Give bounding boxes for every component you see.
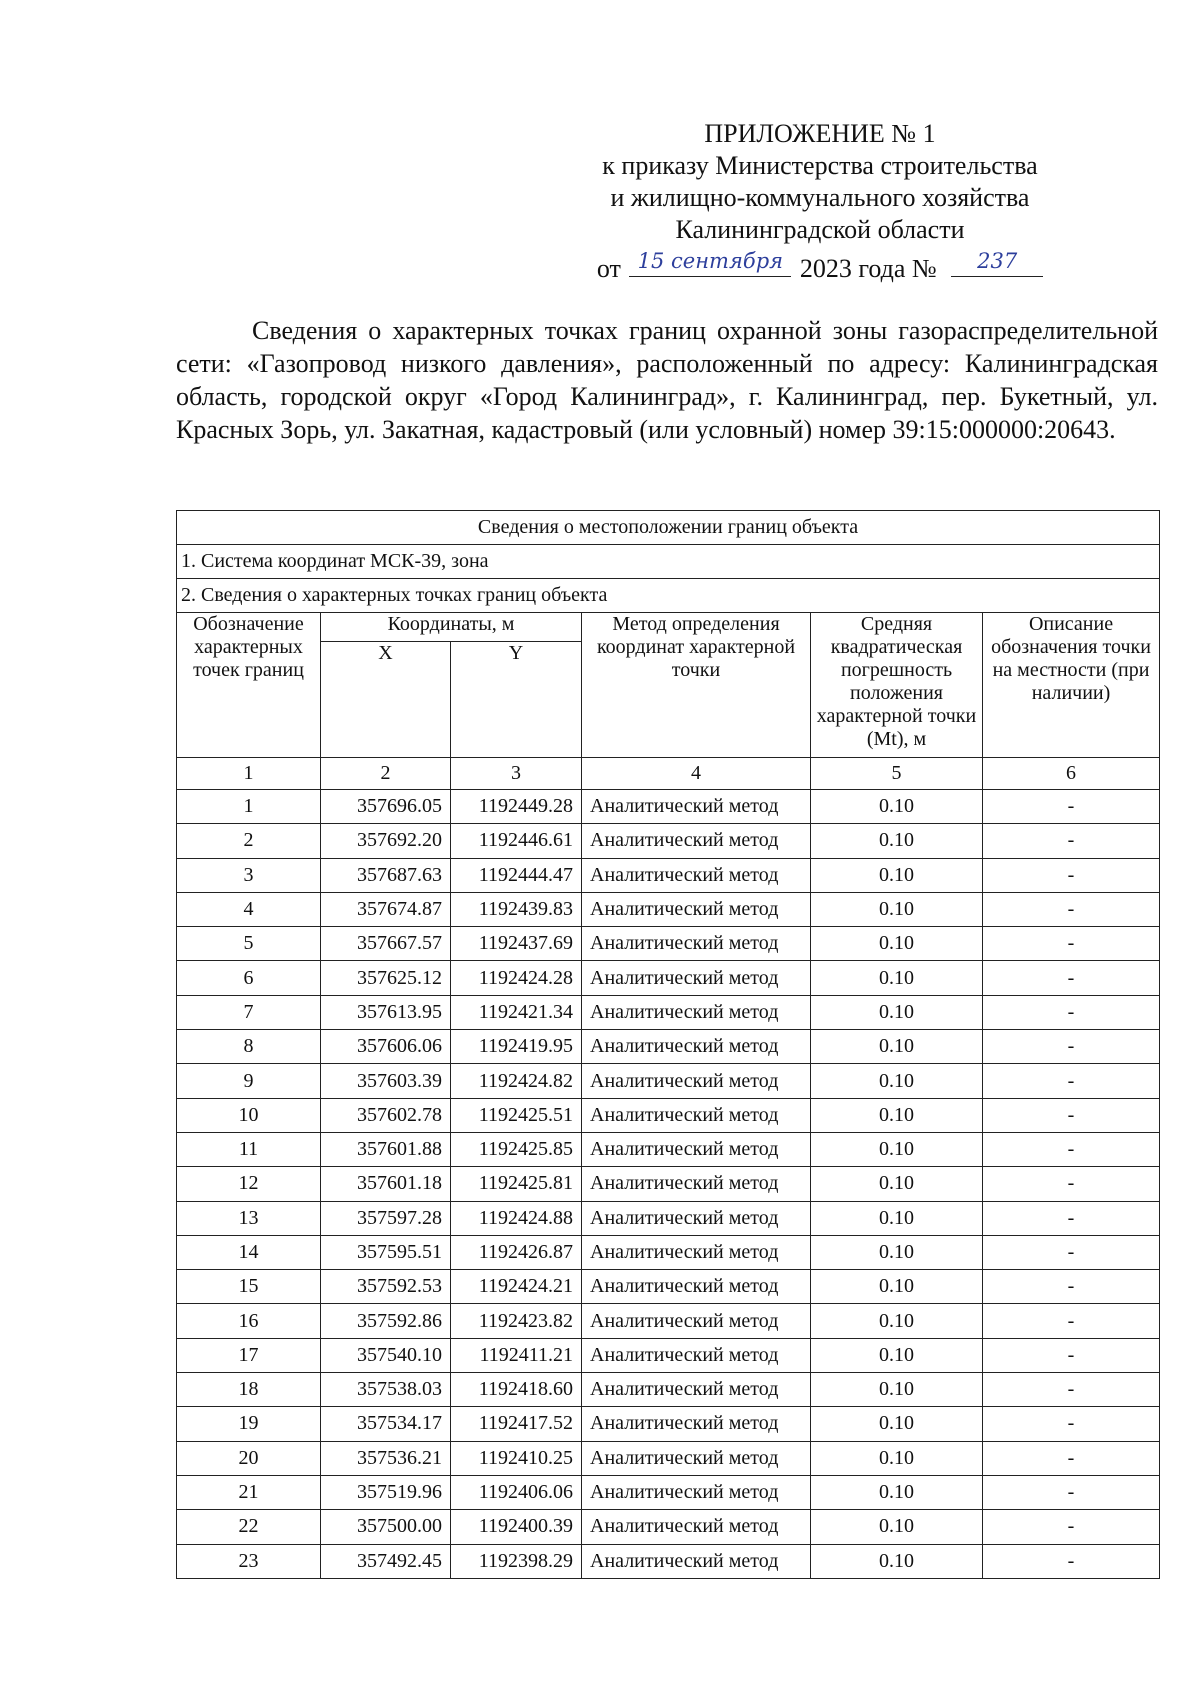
- coord-x: 357592.86: [321, 1304, 451, 1338]
- coord-x: 357597.28: [321, 1201, 451, 1235]
- table-row: [177, 1304, 1160, 1338]
- error-cell: 0.10: [811, 1030, 983, 1064]
- method-cell: Аналитический метод: [582, 1338, 811, 1372]
- table-row: [177, 1132, 1160, 1166]
- coord-y: 1192425.81: [451, 1167, 582, 1201]
- table-row: [177, 892, 1160, 926]
- coord-system-row: [177, 545, 1160, 579]
- point-number: 5: [177, 927, 321, 961]
- coord-x: 357602.78: [321, 1098, 451, 1132]
- table-row: [177, 1098, 1160, 1132]
- col-header-coordinates: Координаты, м: [321, 613, 582, 642]
- point-number: 2: [177, 824, 321, 858]
- coord-x: 357601.88: [321, 1132, 451, 1166]
- error-cell: 0.10: [811, 1132, 983, 1166]
- description-cell: -: [983, 1373, 1160, 1407]
- coord-y: 1192418.60: [451, 1373, 582, 1407]
- error-cell: 0.10: [811, 1201, 983, 1235]
- table-row: [177, 995, 1160, 1029]
- column-number: 3: [451, 758, 582, 790]
- error-cell: 0.10: [811, 1373, 983, 1407]
- table-row: [177, 1441, 1160, 1475]
- method-cell: Аналитический метод: [582, 1475, 811, 1509]
- description-cell: -: [983, 1544, 1160, 1578]
- coord-x: 357534.17: [321, 1407, 451, 1441]
- appendix-header: [540, 118, 1100, 285]
- point-number: 11: [177, 1132, 321, 1166]
- error-cell: 0.10: [811, 1475, 983, 1509]
- coord-y: 1192446.61: [451, 824, 582, 858]
- coord-y: 1192400.39: [451, 1510, 582, 1544]
- error-cell: 0.10: [811, 1338, 983, 1372]
- col-header-description: Описание обозначения точки на местности (при наличии): [983, 613, 1160, 758]
- coord-y: 1192423.82: [451, 1304, 582, 1338]
- coord-y: 1192444.47: [451, 858, 582, 892]
- method-cell: Аналитический метод: [582, 790, 811, 824]
- coord-x: 357625.12: [321, 961, 451, 995]
- coord-x: 357687.63: [321, 858, 451, 892]
- description-cell: -: [983, 1235, 1160, 1269]
- method-cell: Аналитический метод: [582, 1235, 811, 1269]
- description-cell: -: [983, 790, 1160, 824]
- table-row: [177, 1201, 1160, 1235]
- method-cell: Аналитический метод: [582, 824, 811, 858]
- error-cell: 0.10: [811, 1407, 983, 1441]
- appendix-title: ПРИЛОЖЕНИЕ № 1: [704, 119, 936, 148]
- point-number: 9: [177, 1064, 321, 1098]
- coord-y: 1192417.52: [451, 1407, 582, 1441]
- description-cell: -: [983, 927, 1160, 961]
- col-header-error: Средняя квадратическая погрешность положения характерной точки (Mt), м: [811, 613, 983, 758]
- coord-y: 1192425.51: [451, 1098, 582, 1132]
- col-header-x: X: [321, 642, 451, 758]
- coord-x: 357674.87: [321, 892, 451, 926]
- point-number: 14: [177, 1235, 321, 1269]
- date-fill-line: [629, 246, 791, 277]
- method-cell: Аналитический метод: [582, 892, 811, 926]
- point-number: 21: [177, 1475, 321, 1509]
- table-row: [177, 1270, 1160, 1304]
- coord-y: 1192449.28: [451, 790, 582, 824]
- description-cell: -: [983, 824, 1160, 858]
- column-number: 2: [321, 758, 451, 790]
- point-number: 10: [177, 1098, 321, 1132]
- coord-y: 1192425.85: [451, 1132, 582, 1166]
- method-cell: Аналитический метод: [582, 858, 811, 892]
- table-row: [177, 1235, 1160, 1269]
- coord-x: 357692.20: [321, 824, 451, 858]
- point-number: 23: [177, 1544, 321, 1578]
- points-section-row: [177, 579, 1160, 613]
- table-title-row: [177, 511, 1160, 545]
- method-cell: Аналитический метод: [582, 1132, 811, 1166]
- coord-y: 1192424.21: [451, 1270, 582, 1304]
- error-cell: 0.10: [811, 1167, 983, 1201]
- coord-y: 1192424.28: [451, 961, 582, 995]
- handwritten-date: 15 сентября: [637, 249, 784, 273]
- coord-system: 1. Система координат МСК-39, зона: [177, 545, 1160, 579]
- table-row: [177, 790, 1160, 824]
- error-cell: 0.10: [811, 858, 983, 892]
- point-number: 17: [177, 1338, 321, 1372]
- error-cell: 0.10: [811, 892, 983, 926]
- point-number: 4: [177, 892, 321, 926]
- error-cell: 0.10: [811, 824, 983, 858]
- error-cell: 0.10: [811, 927, 983, 961]
- error-cell: 0.10: [811, 995, 983, 1029]
- method-cell: Аналитический метод: [582, 1441, 811, 1475]
- description-cell: -: [983, 892, 1160, 926]
- order-date-line: [540, 246, 1100, 285]
- handwritten-number: 237: [977, 249, 1018, 273]
- order-reference-line-2: и жилищно-коммунального хозяйства: [610, 183, 1030, 212]
- error-cell: 0.10: [811, 1098, 983, 1132]
- coord-y: 1192426.87: [451, 1235, 582, 1269]
- coord-x: 357667.57: [321, 927, 451, 961]
- coord-x: 357536.21: [321, 1441, 451, 1475]
- method-cell: Аналитический метод: [582, 1373, 811, 1407]
- method-cell: Аналитический метод: [582, 1201, 811, 1235]
- order-reference-line-1: к приказу Министерства строительства: [602, 151, 1038, 180]
- method-cell: Аналитический метод: [582, 1270, 811, 1304]
- description-cell: -: [983, 1407, 1160, 1441]
- method-cell: Аналитический метод: [582, 1510, 811, 1544]
- description-cell: -: [983, 961, 1160, 995]
- description-cell: -: [983, 1475, 1160, 1509]
- description-cell: -: [983, 1132, 1160, 1166]
- col-header-designation: Обозначение характерных точек границ: [177, 613, 321, 758]
- error-cell: 0.10: [811, 1544, 983, 1578]
- description-cell: -: [983, 1030, 1160, 1064]
- description-cell: -: [983, 995, 1160, 1029]
- points-section-title: 2. Сведения о характерных точках границ объекта: [177, 579, 1160, 613]
- coord-x: 357538.03: [321, 1373, 451, 1407]
- coord-y: 1192439.83: [451, 892, 582, 926]
- coord-x: 357603.39: [321, 1064, 451, 1098]
- coord-y: 1192421.34: [451, 995, 582, 1029]
- table-row: [177, 858, 1160, 892]
- column-number: 4: [582, 758, 811, 790]
- error-cell: 0.10: [811, 1304, 983, 1338]
- method-cell: Аналитический метод: [582, 1098, 811, 1132]
- description-cell: -: [983, 1338, 1160, 1372]
- col-header-method: Метод определения координат характерной точки: [582, 613, 811, 758]
- error-cell: 0.10: [811, 790, 983, 824]
- coord-x: 357540.10: [321, 1338, 451, 1372]
- coord-x: 357500.00: [321, 1510, 451, 1544]
- coord-y: 1192398.29: [451, 1544, 582, 1578]
- description-cell: -: [983, 1510, 1160, 1544]
- coord-y: 1192437.69: [451, 927, 582, 961]
- coord-x: 357613.95: [321, 995, 451, 1029]
- table-row: [177, 961, 1160, 995]
- table-row: [177, 1510, 1160, 1544]
- column-number-row: [177, 758, 1160, 790]
- table-row: [177, 1373, 1160, 1407]
- column-number: 5: [811, 758, 983, 790]
- description-cell: -: [983, 858, 1160, 892]
- table-row: [177, 927, 1160, 961]
- column-number: 1: [177, 758, 321, 790]
- coord-x: 357492.45: [321, 1544, 451, 1578]
- coord-y: 1192419.95: [451, 1030, 582, 1064]
- coord-x: 357601.18: [321, 1167, 451, 1201]
- point-number: 16: [177, 1304, 321, 1338]
- description-cell: -: [983, 1167, 1160, 1201]
- intro-paragraph: Сведения о характерных точках границ охранной зоны газораспределительной сети: «Газопровод низкого давления», расположенный по адресу: Калининградская область, городской округ «Город Калининград», г. Калининград, пер. Букетный, ул. Красных Зорь, ул. Закатная, кадастровый (или условный) номер 39:15:000000:20643.: [176, 316, 1158, 444]
- error-cell: 0.10: [811, 1270, 983, 1304]
- error-cell: 0.10: [811, 1064, 983, 1098]
- point-number: 3: [177, 858, 321, 892]
- description-cell: -: [983, 1201, 1160, 1235]
- description-cell: -: [983, 1270, 1160, 1304]
- method-cell: Аналитический метод: [582, 1030, 811, 1064]
- point-number: 20: [177, 1441, 321, 1475]
- point-number: 19: [177, 1407, 321, 1441]
- point-number: 1: [177, 790, 321, 824]
- table-row: [177, 1544, 1160, 1578]
- error-cell: 0.10: [811, 961, 983, 995]
- error-cell: 0.10: [811, 1510, 983, 1544]
- table-row: [177, 824, 1160, 858]
- col-header-y: Y: [451, 642, 582, 758]
- point-number: 18: [177, 1373, 321, 1407]
- method-cell: Аналитический метод: [582, 1064, 811, 1098]
- coord-x: 357606.06: [321, 1030, 451, 1064]
- method-cell: Аналитический метод: [582, 927, 811, 961]
- coord-x: 357595.51: [321, 1235, 451, 1269]
- coord-x: 357696.05: [321, 790, 451, 824]
- method-cell: Аналитический метод: [582, 1544, 811, 1578]
- table-row: [177, 1030, 1160, 1064]
- description-cell: -: [983, 1064, 1160, 1098]
- coord-x: 357592.53: [321, 1270, 451, 1304]
- method-cell: Аналитический метод: [582, 961, 811, 995]
- table-row: [177, 1167, 1160, 1201]
- coord-y: 1192406.06: [451, 1475, 582, 1509]
- coord-y: 1192410.25: [451, 1441, 582, 1475]
- table-row: [177, 1064, 1160, 1098]
- point-number: 6: [177, 961, 321, 995]
- column-header-row: [177, 613, 1160, 642]
- date-suffix: 2023 года №: [799, 254, 937, 283]
- method-cell: Аналитический метод: [582, 1167, 811, 1201]
- error-cell: 0.10: [811, 1441, 983, 1475]
- description-cell: -: [983, 1304, 1160, 1338]
- date-prefix: от: [596, 254, 621, 283]
- method-cell: Аналитический метод: [582, 995, 811, 1029]
- number-fill-line: [951, 246, 1043, 277]
- coord-y: 1192424.88: [451, 1201, 582, 1235]
- error-cell: 0.10: [811, 1235, 983, 1269]
- point-number: 7: [177, 995, 321, 1029]
- method-cell: Аналитический метод: [582, 1407, 811, 1441]
- description-cell: -: [983, 1098, 1160, 1132]
- coord-x: 357519.96: [321, 1475, 451, 1509]
- table-row: [177, 1475, 1160, 1509]
- point-number: 12: [177, 1167, 321, 1201]
- point-number: 15: [177, 1270, 321, 1304]
- order-reference-line-3: Калининградской области: [675, 215, 965, 244]
- method-cell: Аналитический метод: [582, 1304, 811, 1338]
- point-number: 8: [177, 1030, 321, 1064]
- column-number: 6: [983, 758, 1160, 790]
- coord-y: 1192411.21: [451, 1338, 582, 1372]
- point-number: 13: [177, 1201, 321, 1235]
- table-title: Сведения о местоположении границ объекта: [177, 511, 1160, 545]
- description-cell: -: [983, 1441, 1160, 1475]
- point-number: 22: [177, 1510, 321, 1544]
- table-row: [177, 1407, 1160, 1441]
- boundary-points-table: [176, 510, 1160, 1579]
- coord-y: 1192424.82: [451, 1064, 582, 1098]
- table-row: [177, 1338, 1160, 1372]
